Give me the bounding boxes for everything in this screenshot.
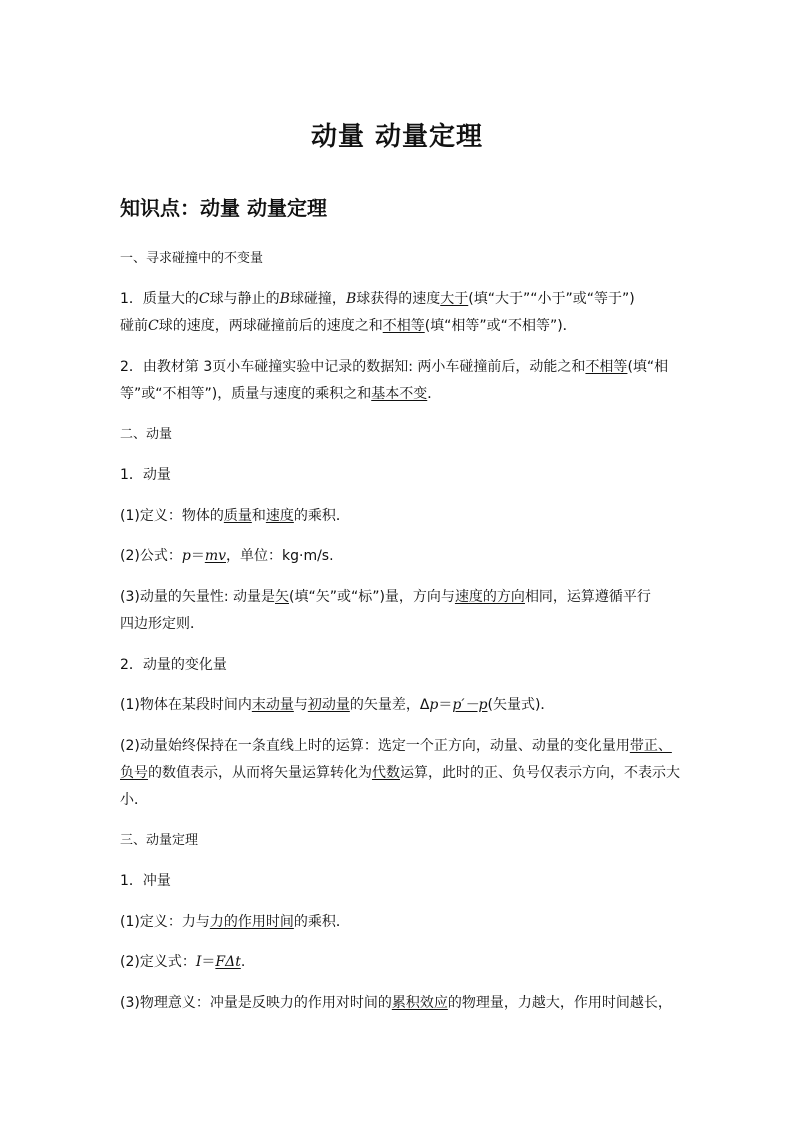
answer-blank: 代数: [372, 765, 400, 781]
section-1-title: 一、寻求碰撞中的不变量: [120, 251, 264, 266]
answer-blank: 负号: [120, 765, 148, 781]
section-2-title: 二、动量: [120, 427, 173, 442]
answer-blank: 带正、: [629, 738, 672, 754]
paragraph-2-line-1: 2．由教材第 3页小车碰撞实验中记录的数据知: 两小车碰撞前后，动能之和不相等(填“相: [120, 359, 669, 375]
momentum-formula: (2)公式：p＝mv，单位：kg·m/s.: [120, 548, 334, 564]
answer-blank: 末动量: [251, 697, 294, 713]
momentum-change-2-line-3: 小．: [120, 792, 148, 808]
momentum-change-2-line-2: 负号的数值表示，从而将矢量运算转化为代数运算，此时的正、负号仅表示方向，不表示大: [120, 765, 680, 781]
momentum-change-2-line-1: (2)动量始终保持在一条直线上时的运算：选定一个正方向，动量、动量的变化量用带正、: [120, 738, 672, 754]
answer-blank: 不相等: [382, 318, 425, 334]
answer-blank: 力的作用时间: [209, 914, 294, 930]
answer-blank: 质量: [223, 508, 252, 524]
section-3-title: 三、动量定理: [120, 833, 199, 848]
momentum-change-1: (1)物体在某段时间内末动量与初动量的矢量差，Δp＝p′－p(矢量式)．: [120, 697, 555, 713]
answer-blank: FΔt: [215, 954, 241, 970]
momentum-vector-line-2: 四边形定则．: [120, 616, 204, 632]
subsection-momentum-change: 2．动量的变化量: [120, 657, 227, 673]
answer-blank: 大于: [440, 291, 469, 307]
paragraph-1-line-2: 碰前C球的速度，两球碰撞前后的速度之和不相等(填“相等”或“不相等”)．: [120, 318, 577, 334]
paragraph-1-line-1: 1．质量大的C球与静止的B球碰撞，B球获得的速度大于(填“大于”“小于”或“等于”): [120, 291, 635, 307]
answer-blank: mv: [204, 548, 226, 564]
answer-blank: 初动量: [307, 697, 350, 713]
subsection-impulse: 1．冲量: [120, 873, 171, 889]
answer-blank: 速度的方向: [454, 589, 525, 605]
page-title: 动量 动量定理: [310, 122, 484, 152]
answer-blank: 累积效应: [391, 995, 448, 1011]
answer-blank: p′－p: [452, 697, 488, 713]
answer-blank: 不相等: [585, 359, 628, 375]
impulse-meaning: (3)物理意义：冲量是反映力的作用对时间的累积效应的物理量，力越大，作用时间越长，: [120, 995, 672, 1011]
impulse-definition: (1)定义：力与力的作用时间的乘积．: [120, 914, 350, 930]
impulse-formula: (2)定义式：I＝FΔt.: [120, 954, 246, 970]
answer-blank: 矢: [275, 589, 289, 605]
answer-blank: 速度: [265, 508, 294, 524]
momentum-vector-line-1: (3)动量的矢量性: 动量是矢(填“矢”或“标”)量，方向与速度的方向相同，运算遵循平行: [120, 589, 651, 605]
paragraph-2-line-2: 等”或“不相等”)，质量与速度的乘积之和基本不变．: [120, 386, 442, 402]
momentum-definition: (1)定义：物体的质量和速度的乘积．: [120, 508, 350, 524]
subsection-momentum: 1．动量: [120, 467, 171, 483]
section-heading: 知识点：动量 动量定理: [120, 196, 327, 220]
answer-blank: 基本不变: [371, 386, 428, 402]
